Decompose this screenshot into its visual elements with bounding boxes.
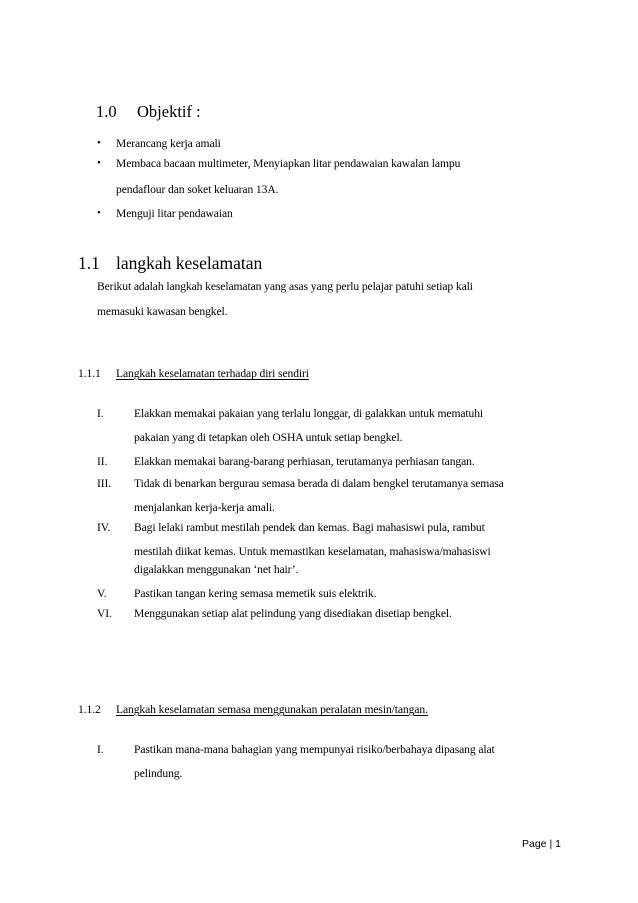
safety-heading: langkah keselamatan bbox=[116, 253, 263, 273]
list-number: I. bbox=[97, 743, 104, 756]
objective-item-2: Membaca bacaan multimeter, Menyiapkan litar pendawaian kawalan lampu bbox=[116, 157, 461, 170]
list-item-line: Pastikan mana-mana bahagian yang mempunyai risiko/berbahaya dipasang alat bbox=[134, 743, 495, 756]
safety-intro-line-2: memasuki kawasan bengkel. bbox=[97, 305, 228, 318]
safety-intro-line-1: Berikut adalah langkah keselamatan yang asas yang perlu pelajar patuhi setiap kali bbox=[97, 280, 473, 293]
personal-heading: Langkah keselamatan terhadap diri sendiri bbox=[116, 367, 309, 380]
list-item-line: pelindung. bbox=[134, 767, 183, 780]
list-item-line: menjalankan kerja-kerja amali. bbox=[134, 501, 275, 514]
page-number: Page | 1 bbox=[522, 838, 561, 850]
bullet-icon: • bbox=[97, 137, 101, 149]
personal-number: 1.1.1 bbox=[78, 367, 101, 380]
objective-heading: Objektif : bbox=[137, 102, 201, 121]
list-item-line: Pastikan tangan kering semasa memetik suis elektrik. bbox=[134, 587, 377, 600]
objective-number: 1.0 bbox=[96, 102, 117, 121]
list-item-line: Elakkan memakai pakaian yang terlalu longgar, di galakkan untuk mematuhi bbox=[134, 407, 484, 420]
list-number: III. bbox=[97, 477, 112, 490]
list-item-line: mestilah diikat kemas. Untuk memastikan keselamatan, mahasiswa/mahasiswi bbox=[134, 545, 491, 558]
list-number: V. bbox=[97, 587, 107, 600]
list-item-line: Tidak di benarkan bergurau semasa berada di dalam bengkel terutamanya semasa bbox=[134, 477, 504, 490]
list-number: VI. bbox=[97, 607, 112, 620]
list-item-line: Menggunakan setiap alat pelindung yang disediakan disetiap bengkel. bbox=[134, 607, 452, 620]
safety-number: 1.1 bbox=[78, 253, 100, 273]
objective-item-2-cont: pendaflour dan soket keluaran 13A. bbox=[116, 183, 279, 196]
list-item-line: Bagi lelaki rambut mestilah pendek dan kemas. Bagi mahasiswi pula, rambut bbox=[134, 521, 485, 534]
bullet-icon: • bbox=[97, 157, 101, 169]
list-item-line: pakaian yang di tetapkan oleh OSHA untuk setiap bengkel. bbox=[134, 431, 403, 444]
tools-heading: Langkah keselamatan semasa menggunakan peralatan mesin/tangan. bbox=[116, 703, 428, 716]
tools-number: 1.1.2 bbox=[78, 703, 101, 716]
objective-item-3: Menguji litar pendawaian bbox=[116, 207, 233, 220]
list-item-line: Elakkan memakai barang-barang perhiasan, terutamanya perhiasan tangan. bbox=[134, 455, 475, 468]
objective-item-1: Merancang kerja amali bbox=[116, 137, 221, 150]
list-number: IV. bbox=[97, 521, 111, 534]
list-item-line: digalakkan menggunakan ‘net hair’. bbox=[134, 563, 299, 576]
bullet-icon: • bbox=[97, 207, 101, 219]
list-number: II. bbox=[97, 455, 108, 468]
list-number: I. bbox=[97, 407, 104, 420]
